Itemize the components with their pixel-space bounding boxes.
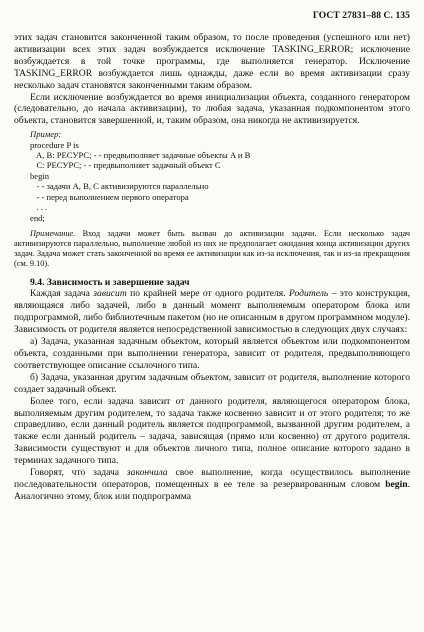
section-title: 9.4. Зависимость и завершение задач	[30, 276, 190, 288]
code-line: C: РЕСУРС; - - предвыполняет задачный объект C	[30, 160, 221, 171]
text-span: Каждая задача	[30, 288, 94, 300]
code-line: procedure P is	[30, 139, 79, 150]
paragraph-1: этих задач становится законченной таким образом, то после проведения (успешного или нет) активизации всех этих задач возбуждается исключение TASKING_ERROR; исключение возбуждается в той точке программы, где выполняется генератор. Исключение TASKING_ERROR возбуждается лишь однажды, даже если во время активизации сразу несколько задач становятся законченными таким образом.	[14, 32, 410, 91]
note-text: Вход задачи может быть вызван до активизации задачи. Если несколько задач активизируются параллельно, выполнение любой из них не предполагает ожидания конца активизации других задач. Задача может стать законченной во время ее активизации как из-за исключения, так и из-за прекращения (см. 9.10).	[14, 228, 410, 268]
term-completed: закончила	[126, 467, 168, 479]
page-header: ГОСТ 27831–88 С. 135	[312, 11, 410, 21]
paragraph-2: Если исключение возбуждается во время инициализации объекта, созданного генератором (следовательно, до начала активизации), то любая задача, указанная подкомпонентом этого объекта, становится завершенной, и, таким образом, она никогда не активизируется.	[14, 91, 410, 127]
keyword-begin: begin	[385, 478, 408, 490]
example-label: Пример:	[30, 129, 62, 140]
page-content	[14, 32, 410, 503]
text-span: Говорят, что задача	[30, 467, 127, 479]
paragraph-5: б) Задача, указанная другим задачным объектом, зависит от родителя, выполнение которого создает задачный объект.	[14, 371, 410, 395]
paragraph-7	[14, 467, 410, 503]
term-depends: зависит	[93, 288, 127, 300]
paragraph-3	[14, 288, 410, 336]
text-span: . Аналогично этому, блок или подпрограмма	[14, 478, 410, 502]
code-line: begin	[30, 170, 50, 181]
note-paragraph	[14, 229, 410, 269]
code-line: - - перед выполнением первого оператора	[30, 191, 189, 202]
text-span: – это конструкция, являющаяся либо задачей, либо в данный момент выполняемым оператором блока или подпрограммой, либо библиотечным пакетом (но не описанным в другом программном модуле). Зависимость от родителя является непосредственной зависимостью в следующих двух случаях:	[14, 288, 410, 336]
paragraph-6: Более того, если задача зависит от данного родителя, являющегося оператором блока, выполняемым другим родителем, то задача также косвенно зависит и от этого родителя; то же справедливо, если данный родитель является подпрограммой, вызванной другим родителем, а также если данный родитель – задача, зависящая (прямо или косвенно) от другого родителя. Зависимости существуют и для объектов личного типа, полное описание которого задано в терминах задачного типа.	[14, 395, 410, 467]
text-span: по крайней мере от одного родителя.	[126, 288, 289, 300]
note-lead: Примечание.	[30, 228, 76, 238]
code-line: end;	[30, 212, 45, 223]
term-parent: Родитель	[288, 288, 329, 300]
code-line: A, B: РЕСУРС; - - предвыполняет задачные объекты A и B	[30, 150, 251, 161]
text-span: свое выполнение, когда осуществилось выполнение последовательности операторов, помещенных в ее теле за резервированным словом	[14, 467, 411, 490]
paragraph-4: а) Задача, указанная задачным объектом, который является объектом или подкомпонентом объекта, созданными при выполнении генератора, зависит от родителя, предвыполняющего соответствующее описание ссылочного типа.	[14, 336, 410, 371]
code-line: . . .	[30, 202, 48, 213]
code-example	[30, 129, 410, 223]
code-line: - - задачи A, B, C активизируются параллельно	[30, 181, 209, 192]
